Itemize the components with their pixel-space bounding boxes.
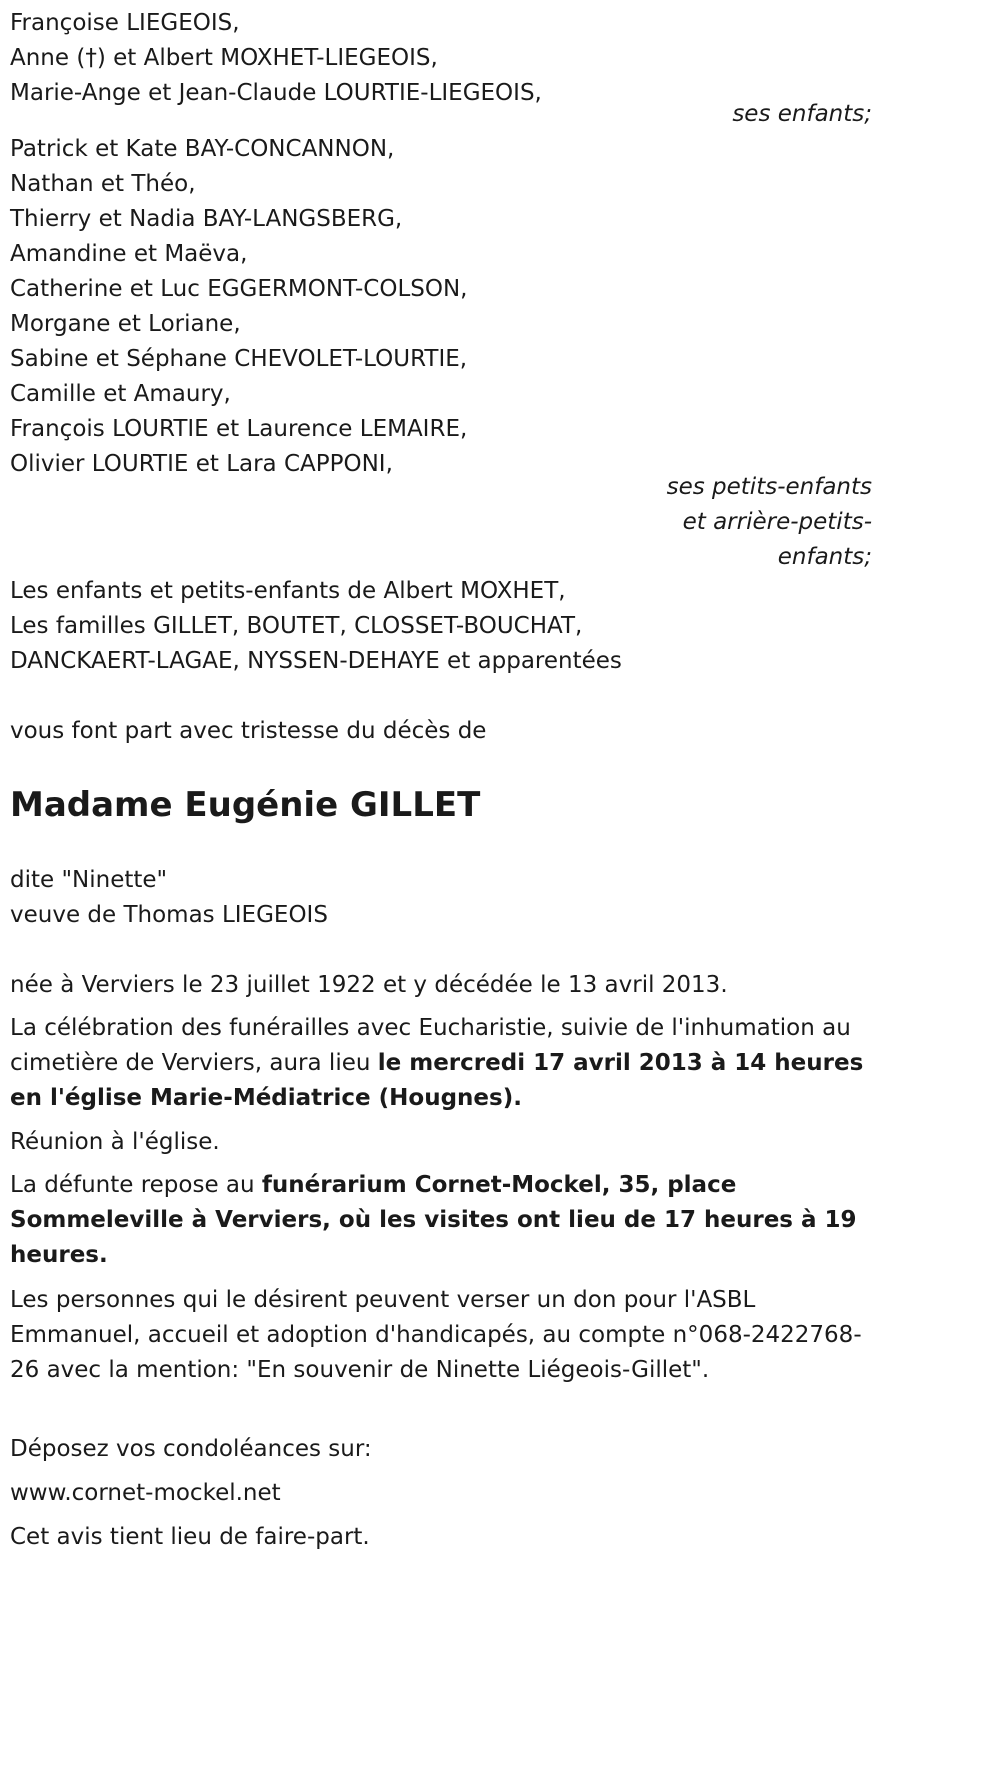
website-link[interactable]: www.cornet-mockel.net [10, 1480, 281, 1506]
grandchildren-line: Patrick et Kate BAY-CONCANNON, [10, 136, 395, 162]
birth-death: née à Verviers le 23 juillet 1922 et y décédée le 13 avril 2013. [10, 972, 728, 998]
announcement: vous font part avec tristesse du décès de [10, 718, 487, 744]
other-family-line: Les enfants et petits-enfants de Albert MOXHET, [10, 578, 566, 604]
closing: Cet avis tient lieu de faire-part. [10, 1524, 370, 1550]
repose-text: La défunte repose au [10, 1172, 255, 1198]
other-family-line: Les familles GILLET, BOUTET, CLOSSET-BOUCHAT, [10, 613, 583, 639]
grandchildren-line: Olivier LOURTIE et Lara CAPPONI, [10, 451, 393, 477]
funeral-datetime: le mercredi 17 avril 2013 à 14 heures en l'église Marie-Médiatrice (Hougnes). [10, 1050, 864, 1111]
repose-paragraph [10, 1168, 870, 1273]
condolences: Déposez vos condoléances sur: [10, 1436, 372, 1462]
grandchildren-line: Sabine et Séphane CHEVOLET-LOURTIE, [10, 346, 468, 372]
grandchildren-line: Morgane et Loriane, [10, 311, 241, 337]
grandchildren-line: Amandine et Maëva, [10, 241, 248, 267]
children-role: ses enfants; [732, 101, 872, 127]
deceased-name: Madame Eugénie GILLET [10, 785, 481, 825]
children-line: Françoise LIEGEOIS, [10, 10, 240, 36]
grandchildren-line: Camille et Amaury, [10, 381, 231, 407]
grandchildren-role: ses petits-enfants [666, 474, 872, 500]
grandchildren-line: Catherine et Luc EGGERMONT-COLSON, [10, 276, 468, 302]
grandchildren-line: Thierry et Nadia BAY-LANGSBERG, [10, 206, 403, 232]
grandchildren-role: enfants; [777, 544, 872, 570]
meeting: Réunion à l'église. [10, 1129, 220, 1155]
grandchildren-line: François LOURTIE et Laurence LEMAIRE, [10, 416, 468, 442]
nickname: dite "Ninette" [10, 867, 168, 893]
funeral-paragraph [10, 1011, 870, 1116]
children-line: Anne (†) et Albert MOXHET-LIEGEOIS, [10, 45, 438, 71]
other-family-line: DANCKAERT-LAGAE, NYSSEN-DEHAYE et apparentées [10, 648, 622, 674]
donation-paragraph: Les personnes qui le désirent peuvent verser un don pour l'ASBL Emmanuel, accueil et adoption d'handicapés, au compte n°068-2422768-26 avec la mention: "En souvenir de Ninette Liégeois-Gillet". [10, 1287, 862, 1383]
funeral-text: La célébration des funérailles avec Eucharistie, suivie de l'inhumation au cimetière de Verviers, aura lieu [10, 1015, 851, 1076]
grandchildren-line: Nathan et Théo, [10, 171, 196, 197]
widow-of: veuve de Thomas LIEGEOIS [10, 902, 328, 928]
children-line: Marie-Ange et Jean-Claude LOURTIE-LIEGEOIS, [10, 80, 542, 106]
grandchildren-role: et arrière-petits- [682, 509, 872, 535]
repose-location: funérarium Cornet-Mockel, 35, place Sommeleville à Verviers, où les visites ont lieu de 17 heures à 19 heures. [10, 1172, 857, 1268]
